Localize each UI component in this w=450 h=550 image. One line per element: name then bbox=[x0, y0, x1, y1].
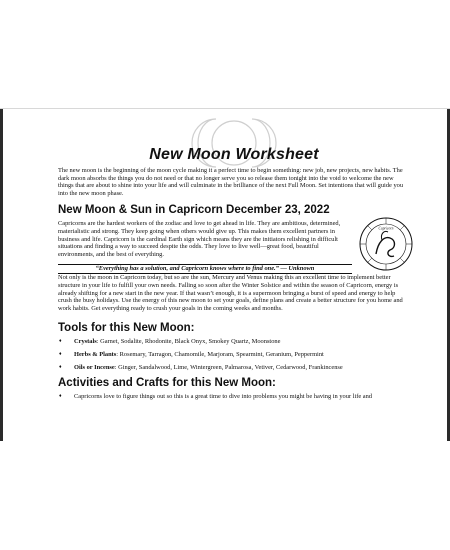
list-item-label: Herbs & Plants bbox=[74, 350, 117, 358]
list-item-text: : Rosemary, Tarragon, Chamomile, Marjoram, Spearmint, Geranium, Peppermint bbox=[116, 350, 324, 358]
list-item bbox=[58, 351, 410, 359]
section-heading-activities: Activities and Crafts for this New Moon: bbox=[58, 377, 276, 390]
section-heading-tools: Tools for this New Moon: bbox=[58, 322, 195, 335]
tools-list bbox=[58, 338, 410, 371]
worksheet-page bbox=[0, 108, 450, 441]
list-item bbox=[58, 393, 410, 401]
page-title: New Moon Worksheet bbox=[149, 146, 319, 163]
list-item-label: Crystals bbox=[74, 338, 97, 346]
list-item-label: Oils or Incense bbox=[74, 363, 115, 371]
capricorn-detail-paragraph: Not only is the moon in Capricorn today, but so are the sun, Mercury and Venus making this an excellent time to implement better structure in your life to fulfill your own needs. Falling so soon after the Winter Solstice and within the season of Capricorn, energy is already shifting for a new start in the new year. If that wasn’t enough, it is a supermoon bringing a burst of speed and energy to help crush the busy holidays. Use the energy of this new moon to set your goals, define plans and create a better structure for you home and work habits. Get everything ready to crush your goals in the coming weeks and months. bbox=[58, 274, 403, 312]
capricorn-quote: “Everything has a solution, and Capricorn knows where to find one.” — Unknown bbox=[58, 264, 352, 274]
diamond-bullet-icon: ♦ bbox=[59, 364, 62, 370]
worksheet-content bbox=[58, 109, 410, 406]
diamond-bullet-icon: ♦ bbox=[59, 339, 62, 345]
zodiac-label: Capricorn bbox=[378, 226, 394, 231]
list-item bbox=[58, 364, 410, 372]
list-item bbox=[58, 338, 410, 346]
list-item-text: : Garnet, Sodalite, Rhodonite, Black Onyx, Smokey Quartz, Moonstone bbox=[96, 338, 281, 346]
activities-list bbox=[58, 393, 410, 401]
capricorn-paragraph: Capricorns are the hardest workers of the zodiac and love to get ahead in life. They are ambitious, determined, materialistic and strong. They keep going when others would give up. This makes them excellent partners in business and life. Capricorn is the cardinal Earth sign which means they are the initiators relishing in difficult situations and finding a way to succeed despite the odds. They love to live well—great food, beautiful environments, and the best of everything. bbox=[58, 220, 341, 258]
intro-paragraph: The new moon is the beginning of the moon cycle making it a perfect time to begin something: new job, new projects, new habits. The dark moon absorbs the things you do not need or that no longer serve you so release them tonight into the void to welcome the new things that are about to shine into your life and will culminate in the brilliance of the next Full Moon. Set intentions that will guide you into the new moon phase. bbox=[58, 167, 404, 197]
list-item-text: : Ginger, Sandalwood, Lime, Wintergreen, Palmarosa, Vetiver, Cedarwood, Frankincense bbox=[114, 363, 343, 371]
section-heading-sun: New Moon & Sun in Capricorn December 23, 2022 bbox=[58, 204, 330, 217]
title-area bbox=[58, 109, 410, 167]
capricorn-section bbox=[58, 220, 410, 258]
diamond-bullet-icon: ♦ bbox=[59, 351, 62, 357]
diamond-bullet-icon: ♦ bbox=[59, 394, 62, 400]
capricorn-zodiac-icon bbox=[358, 216, 414, 272]
list-item-text: Capricorns love to figure things out so this is a great time to dive into problems you might be having in your life and bbox=[74, 393, 373, 401]
